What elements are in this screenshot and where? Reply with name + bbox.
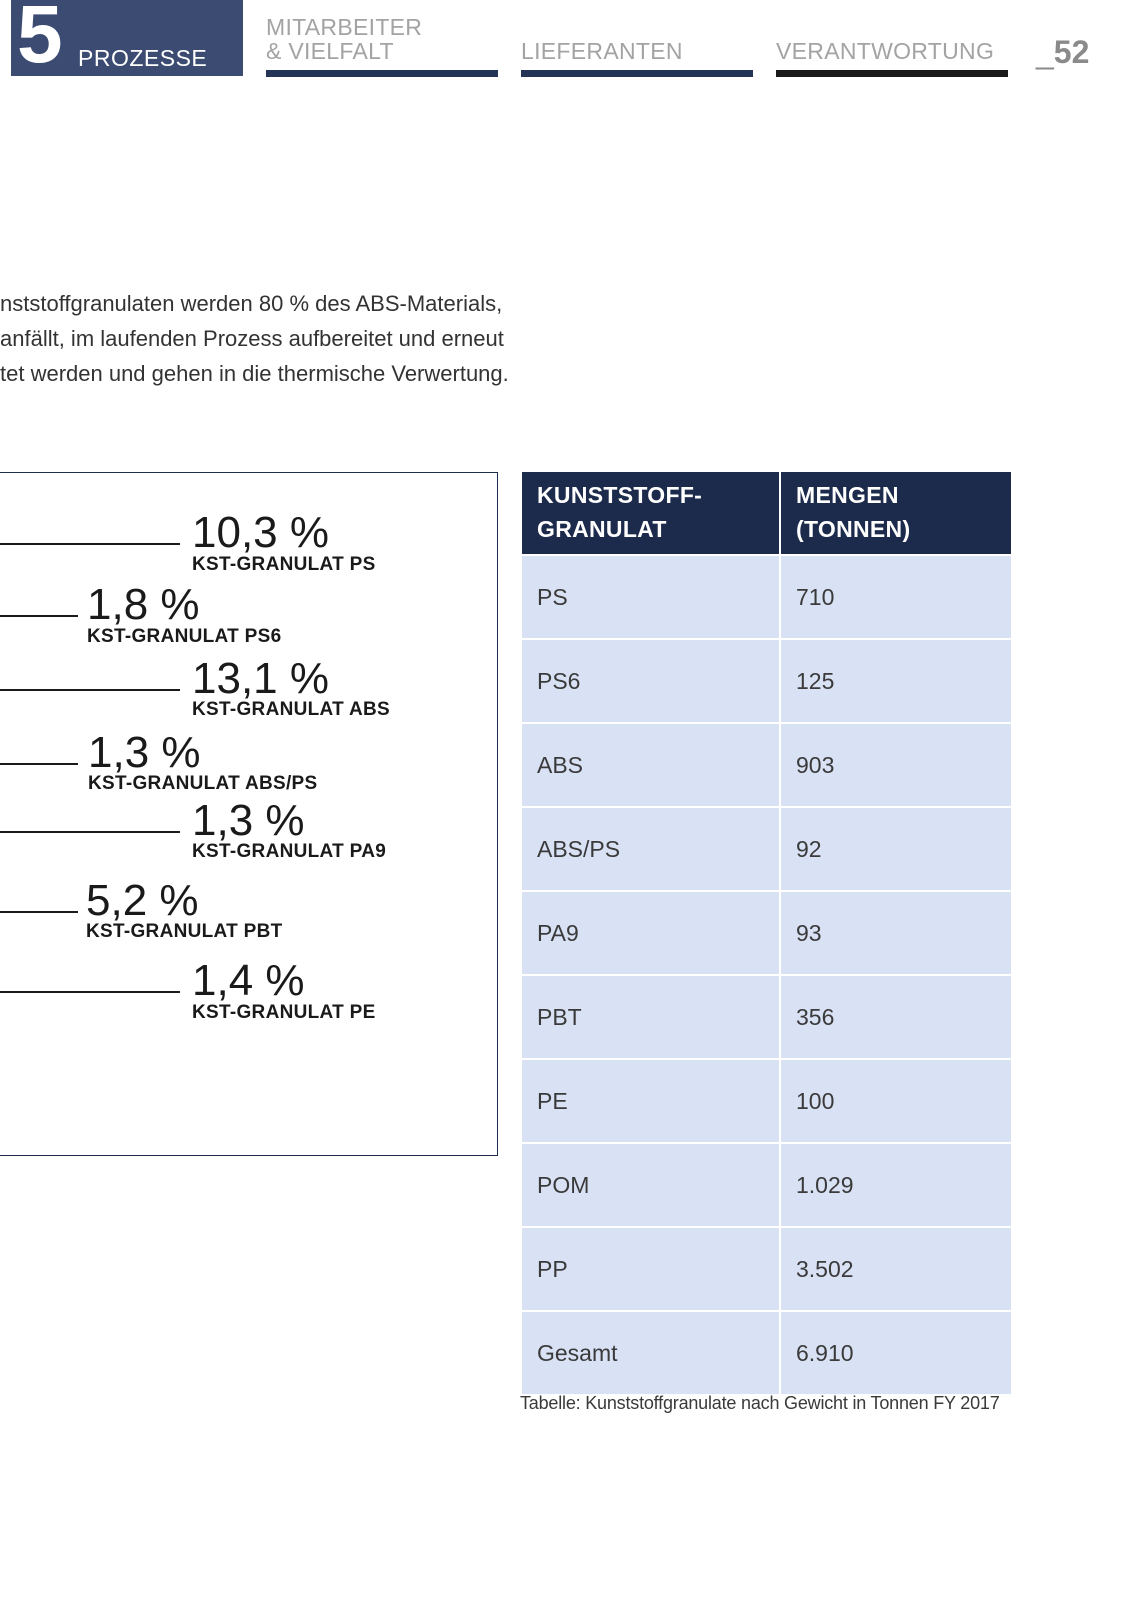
slice-label-pa9: KST-GRANULAT PA9 bbox=[192, 841, 387, 862]
table-row bbox=[522, 639, 1011, 723]
table-header-row bbox=[522, 472, 1011, 555]
slice-label-abs-ps: KST-GRANULAT ABS/PS bbox=[88, 773, 318, 794]
page-number: _52 bbox=[1036, 34, 1090, 70]
chapter-number: 5 bbox=[17, 0, 61, 80]
cell-material: PP bbox=[522, 1227, 780, 1311]
nav-tab-verantwortung[interactable] bbox=[776, 0, 1008, 77]
cell-material: PE bbox=[522, 1059, 780, 1143]
table-row bbox=[522, 807, 1011, 891]
cell-amount: 125 bbox=[780, 639, 1011, 723]
column-header-amount: MENGEN (TONNEN) bbox=[780, 472, 1011, 555]
table-row bbox=[522, 1143, 1011, 1227]
cell-material: Gesamt bbox=[522, 1311, 780, 1394]
leader-line-abs-ps bbox=[0, 763, 78, 765]
chapter-tab-prozesse[interactable] bbox=[11, 0, 243, 80]
table-row bbox=[522, 1059, 1011, 1143]
table-row-total bbox=[522, 1311, 1011, 1394]
nav-tab-bar bbox=[521, 70, 753, 77]
cell-material: ABS/PS bbox=[522, 807, 780, 891]
cell-material: PA9 bbox=[522, 891, 780, 975]
intro-paragraph bbox=[0, 286, 600, 391]
cell-material: POM bbox=[522, 1143, 780, 1227]
cell-amount: 356 bbox=[780, 975, 1011, 1059]
table-caption: Tabelle: Kunststoffgranulate nach Gewicht in Tonnen FY 2017 bbox=[520, 1393, 1000, 1413]
table-row bbox=[522, 975, 1011, 1059]
cell-material: PS bbox=[522, 555, 780, 639]
column-header-material: KUNSTSTOFF- GRANULAT bbox=[522, 472, 780, 555]
intro-line: anfällt, im laufenden Prozess aufbereitet und erneut bbox=[0, 326, 504, 351]
nav-tab-label: LIEFERANTEN bbox=[521, 38, 683, 64]
intro-line: tet werden und gehen in die thermische Verwertung. bbox=[0, 361, 509, 386]
table-row bbox=[522, 891, 1011, 975]
granulate-table bbox=[522, 472, 1011, 1394]
cell-amount: 93 bbox=[780, 891, 1011, 975]
chapter-label: PROZESSE bbox=[78, 45, 208, 71]
table-row bbox=[522, 1227, 1011, 1311]
pie-chart-panel bbox=[0, 472, 498, 1156]
leader-line-pbt bbox=[0, 911, 78, 913]
cell-amount: 6.910 bbox=[780, 1311, 1011, 1394]
cell-material: PBT bbox=[522, 975, 780, 1059]
cell-amount: 3.502 bbox=[780, 1227, 1011, 1311]
leader-line-pe bbox=[0, 991, 180, 993]
nav-tab-bar bbox=[266, 70, 498, 77]
nav-tab-bar bbox=[776, 70, 1008, 77]
cell-amount: 92 bbox=[780, 807, 1011, 891]
leader-line-pa9 bbox=[0, 831, 180, 833]
cell-amount: 710 bbox=[780, 555, 1011, 639]
slice-value-pa9: 1,3 % bbox=[192, 796, 305, 845]
nav-tab-label: VERANTWORTUNG bbox=[776, 38, 995, 64]
cell-amount: 100 bbox=[780, 1059, 1011, 1143]
slice-value-pe: 1,4 % bbox=[192, 956, 305, 1005]
nav-tab-label: MITARBEITER & VIELFALT bbox=[266, 14, 423, 64]
table-row bbox=[522, 555, 1011, 639]
leader-line-abs bbox=[0, 689, 180, 691]
slice-label-pbt: KST-GRANULAT PBT bbox=[86, 921, 283, 942]
slice-label-ps6: KST-GRANULAT PS6 bbox=[87, 626, 282, 647]
cell-material: PS6 bbox=[522, 639, 780, 723]
slice-value-ps6: 1,8 % bbox=[87, 580, 200, 629]
slice-value-ps: 10,3 % bbox=[192, 508, 329, 557]
slice-value-abs: 13,1 % bbox=[192, 654, 329, 703]
slice-value-pbt: 5,2 % bbox=[86, 876, 199, 925]
slice-label-pe: KST-GRANULAT PE bbox=[192, 1002, 376, 1023]
cell-amount: 1.029 bbox=[780, 1143, 1011, 1227]
nav-tab-mitarbeiter[interactable] bbox=[266, 0, 498, 77]
table-row bbox=[522, 723, 1011, 807]
cell-material: ABS bbox=[522, 723, 780, 807]
intro-line: nststoffgranulaten werden 80 % des ABS-Materials, bbox=[0, 291, 503, 316]
nav-tab-lieferanten[interactable] bbox=[521, 0, 753, 77]
slice-label-ps: KST-GRANULAT PS bbox=[192, 554, 376, 575]
slice-label-abs: KST-GRANULAT ABS bbox=[192, 699, 390, 720]
slice-value-abs-ps: 1,3 % bbox=[88, 728, 201, 777]
cell-amount: 903 bbox=[780, 723, 1011, 807]
leader-line-ps6 bbox=[0, 615, 78, 617]
leader-line-ps bbox=[0, 543, 180, 545]
